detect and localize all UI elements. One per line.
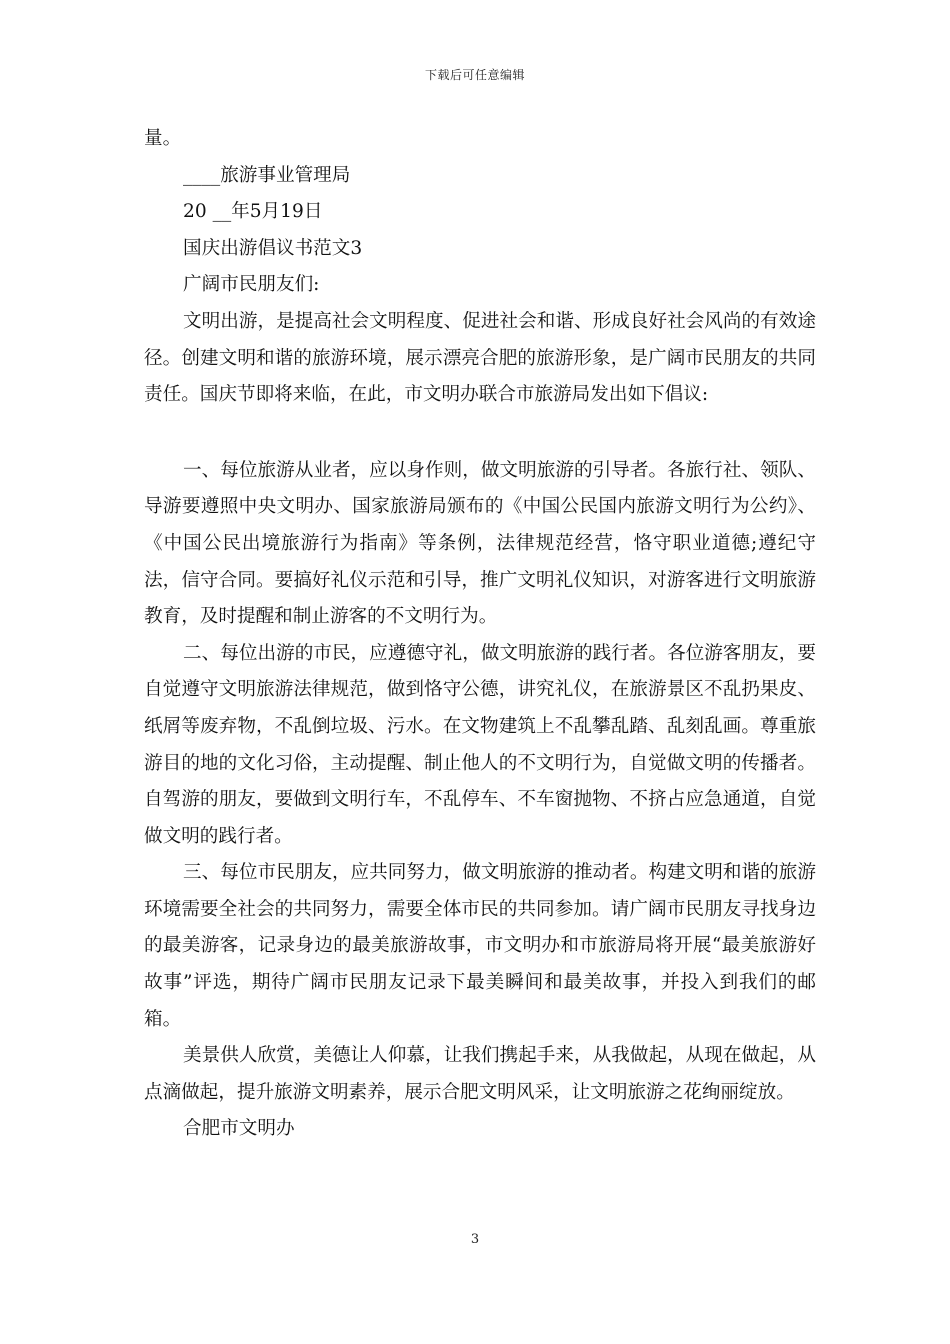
salutation: 广阔市民朋友们: xyxy=(183,274,320,296)
signature-organization: ____旅游事业管理局 xyxy=(183,164,351,186)
paragraph-intro: 文明出游，是提高社会文明程度、促进社会和谐、形成良好社会风尚的有效途径。创建文明和谐的旅游环境，展示漂亮合肥的旅游形象，是广阔市民朋友的共同责任。国庆节即将来临，在此，市文明办联合市旅游局发出如下倡议: xyxy=(144,310,816,406)
closing-signature: 合肥市文明办 xyxy=(183,1118,295,1140)
page-number: 3 xyxy=(470,1232,480,1247)
paragraph-item-3: 三、每位市民朋友，应共同努力，做文明旅游的推动者。构建文明和谐的旅游环境需要全社会的共同努力，需要全体市民的共同参加。请广阔市民朋友寻找身边的最美游客，记录身边的最美旅游故事，市文明办和市旅游局将开展“最美旅游好故事”评选，期待广阔市民朋友记录下最美瞬间和最美故事，并投入到我们的邮箱。 xyxy=(144,862,816,1030)
document-body xyxy=(144,121,816,1148)
paragraph-item-2: 二、每位出游的市民，应遵德守礼，做文明旅游的践行者。各位游客朋友，要自觉遵守文明旅游法律规范，做到恪守公德，讲究礼仪，在旅游景区不乱扔果皮、纸屑等废弃物，不乱倒垃圾、污水。在文物建筑上不乱攀乱踏、乱刻乱画。尊重旅游目的地的文化习俗，主动提醒、制止他人的不文明行为，自觉做文明的传播者。自驾游的朋友，要做到文明行车，不乱停车、不车窗抛物、不挤占应急通道，自觉做文明的践行者。 xyxy=(144,642,816,847)
continued-line: 量。 xyxy=(144,128,182,149)
header-note: 下载后可任意编辑 xyxy=(424,68,525,82)
paragraph-closing: 美景供人欣赏，美德让人仰慕，让我们携起手来，从我做起，从现在做起，从点滴做起，提升旅游文明素养，展示合肥文明风采，让文明旅游之花绚丽绽放。 xyxy=(144,1045,816,1103)
signature-date: 20 __年5月19日 xyxy=(183,201,323,223)
paragraph-gap xyxy=(144,414,816,453)
paragraph-item-1: 一、每位旅游从业者，应以身作则，做文明旅游的引导者。各旅行社、领队、导游要遵照中央文明办、国家旅游局颁布的《中国公民国内旅游文明行为公约》、《中国公民出境旅游行为指南》等条例，法律规范经营，恪守职业道德;遵纪守法，信守合同。要搞好礼仪示范和引导，推广文明礼仪知识，对游客进行文明旅游教育，及时提醒和制止游客的不文明行为。 xyxy=(144,459,816,628)
document-title: 国庆出游倡议书范文3 xyxy=(183,237,363,259)
